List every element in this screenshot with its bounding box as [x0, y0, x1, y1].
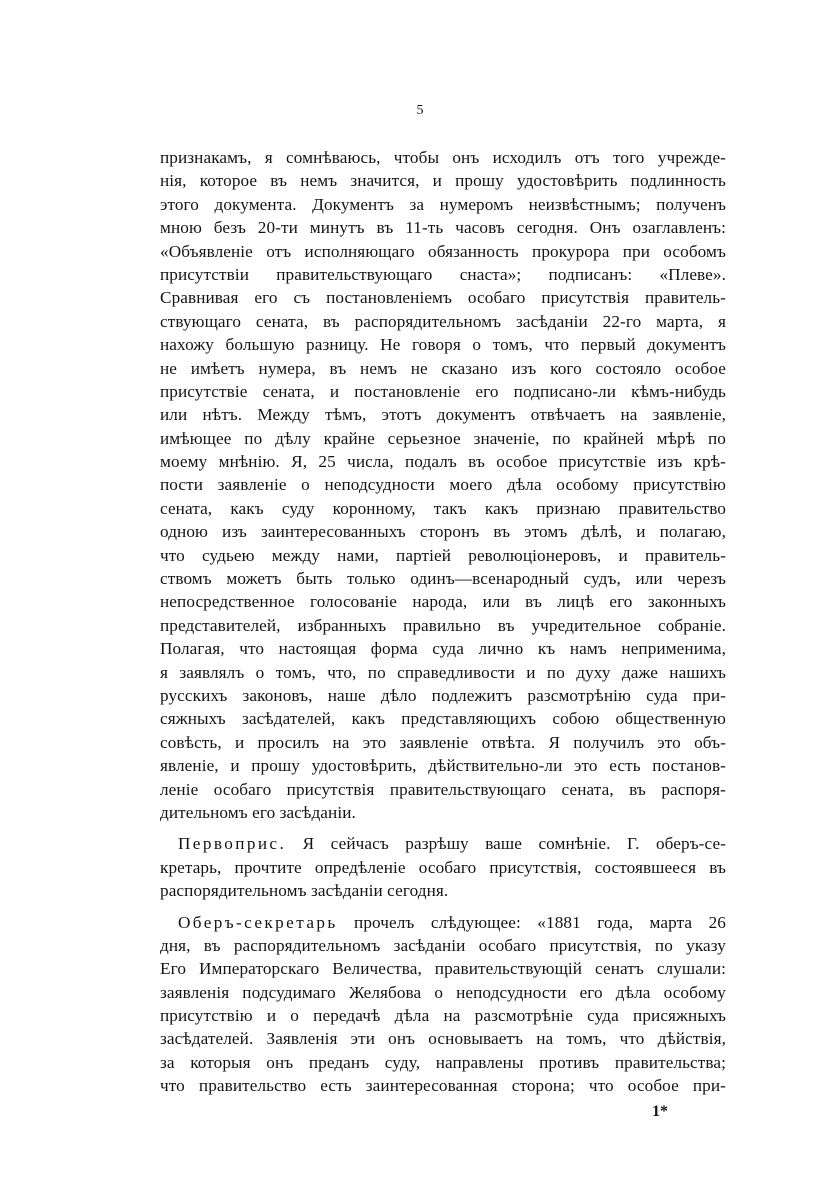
text-fragment: Я сейчасъ разрѣшу ваше сомнѣніе. Г. оберъ-се- — [286, 834, 726, 854]
text-line: я заявлялъ о томъ, что, по справедливости и по духу даже нашихъ — [160, 662, 726, 682]
text-line: леніе особаго присутствія правительствующаго сената, въ распоря- — [160, 779, 726, 799]
text-line: сената, какъ суду коронному, такъ какъ признаю правительство — [160, 498, 726, 518]
document-body — [160, 146, 726, 1098]
text-line: что правительство есть заинтересованная сторона; что особое при- — [160, 1076, 726, 1096]
text-line: ствующаго сената, въ распорядительномъ засѣданіи 22-го марта, я — [160, 311, 726, 331]
text-line: этого документа. Документъ за нумеромъ неизвѣстнымъ; полученъ — [160, 194, 726, 214]
text-line: дня, въ распорядительномъ засѣданіи особаго присутствія, по указу — [160, 935, 726, 955]
text-line: «Объявленіе отъ исполняющаго обязанность прокурора при особомъ — [160, 241, 726, 261]
text-line: непосредственное голосованіе народа, или въ лицѣ его законныхъ — [160, 592, 726, 612]
text-line — [160, 832, 726, 855]
text-line: одною изъ заинтересованныхъ сторонъ въ этомъ дѣлѣ, и полагаю, — [160, 522, 726, 542]
text-line: нахожу большую разницу. Не говоря о томъ, что первый документъ — [160, 335, 726, 355]
text-line: русскихъ законовъ, наше дѣло подлежитъ разсмотрѣнію суда при- — [160, 685, 726, 705]
text-line: совѣсть, и просилъ на это заявленіе отвѣта. Я получилъ это объ- — [160, 732, 726, 752]
paragraph-3 — [160, 911, 726, 1098]
text-line: засѣдателей. Заявленія эти онъ основываетъ на томъ, что дѣйствія, — [160, 1029, 726, 1049]
text-fragment: прочелъ слѣдующее: «1881 года, марта 26 — [337, 912, 726, 932]
text-line — [160, 911, 726, 934]
text-line: заявленія подсудимаго Желябова о неподсудности его дѣла особому — [160, 982, 726, 1002]
text-line: сяжныхъ засѣдателей, какъ представляющихъ собою общественную — [160, 709, 726, 729]
paragraph-1 — [160, 146, 726, 824]
text-line: присутствіе сената, и постановленіе его подписано-ли кѣмъ-нибудь — [160, 381, 726, 401]
paragraph-2 — [160, 832, 726, 902]
text-line: представителей, избранныхъ правильно въ учредительное собраніе. — [160, 615, 726, 635]
text-line: нія, которое въ немъ значится, и прошу удостовѣрить подлинность — [160, 171, 726, 191]
page-mark: 5 — [416, 103, 424, 118]
text-line: признакамъ, я сомнѣваюсь, чтобы онъ исходилъ отъ того учрежде- — [160, 148, 726, 167]
text-line: пости заявленіе о неподсудности моего дѣла особому присутствію — [160, 475, 726, 495]
text-line: распорядительномъ засѣданіи сегодня. — [160, 881, 449, 901]
text-line: Его Императорскаго Величества, правительствующій сенатъ слушали: — [160, 959, 726, 979]
text-line: Сравнивая его съ постановленіемъ особаго присутствія правитель- — [160, 288, 726, 308]
text-line: присутствію и о передачѣ дѣла на разсмотрѣніе суда присяжныхъ — [160, 1006, 726, 1026]
text-line: не имѣетъ нумера, въ немъ не сказано изъ кого состояло особое — [160, 358, 726, 378]
text-line: Полагая, что настоящая форма суда лично къ намъ неприменима, — [160, 639, 726, 659]
text-line: ствомъ можетъ быть только одинъ—всенародный судъ, или черезъ — [160, 569, 726, 589]
speaker-label: Первоприс. — [178, 834, 287, 854]
speaker-label: Оберъ-секретарь — [178, 912, 338, 932]
text-line: что судьею между нами, партіей революціонеровъ, и правитель- — [160, 545, 726, 565]
text-line: дительномъ его засѣданіи. — [160, 802, 356, 822]
text-line: мною безъ 20-ти минутъ въ 11-ть часовъ сегодня. Онъ озаглавленъ: — [160, 218, 726, 238]
text-line: или нѣтъ. Между тѣмъ, этотъ документъ отвѣчаетъ на заявленіе, — [160, 405, 726, 425]
text-line: кретарь, прочтите опредѣленіе особаго присутствія, состоявшееся въ — [160, 857, 726, 877]
text-line: явленіе, и прошу удостовѣрить, дѣйствительно-ли это есть постанов- — [160, 756, 726, 776]
text-line: имѣющее по дѣлу крайне серьезное значеніе, по крайней мѣрѣ по — [160, 428, 726, 448]
signature-mark: 1* — [652, 1103, 668, 1120]
text-line: моему мнѣнію. Я, 25 числа, подалъ въ особое присутствіе изъ крѣ- — [160, 452, 726, 472]
text-line: присутствіи правительствующаго снаста»; подписанъ: «Плеве». — [160, 264, 726, 284]
text-line: за которыя онъ преданъ суду, направлены противъ правительства; — [160, 1052, 726, 1072]
